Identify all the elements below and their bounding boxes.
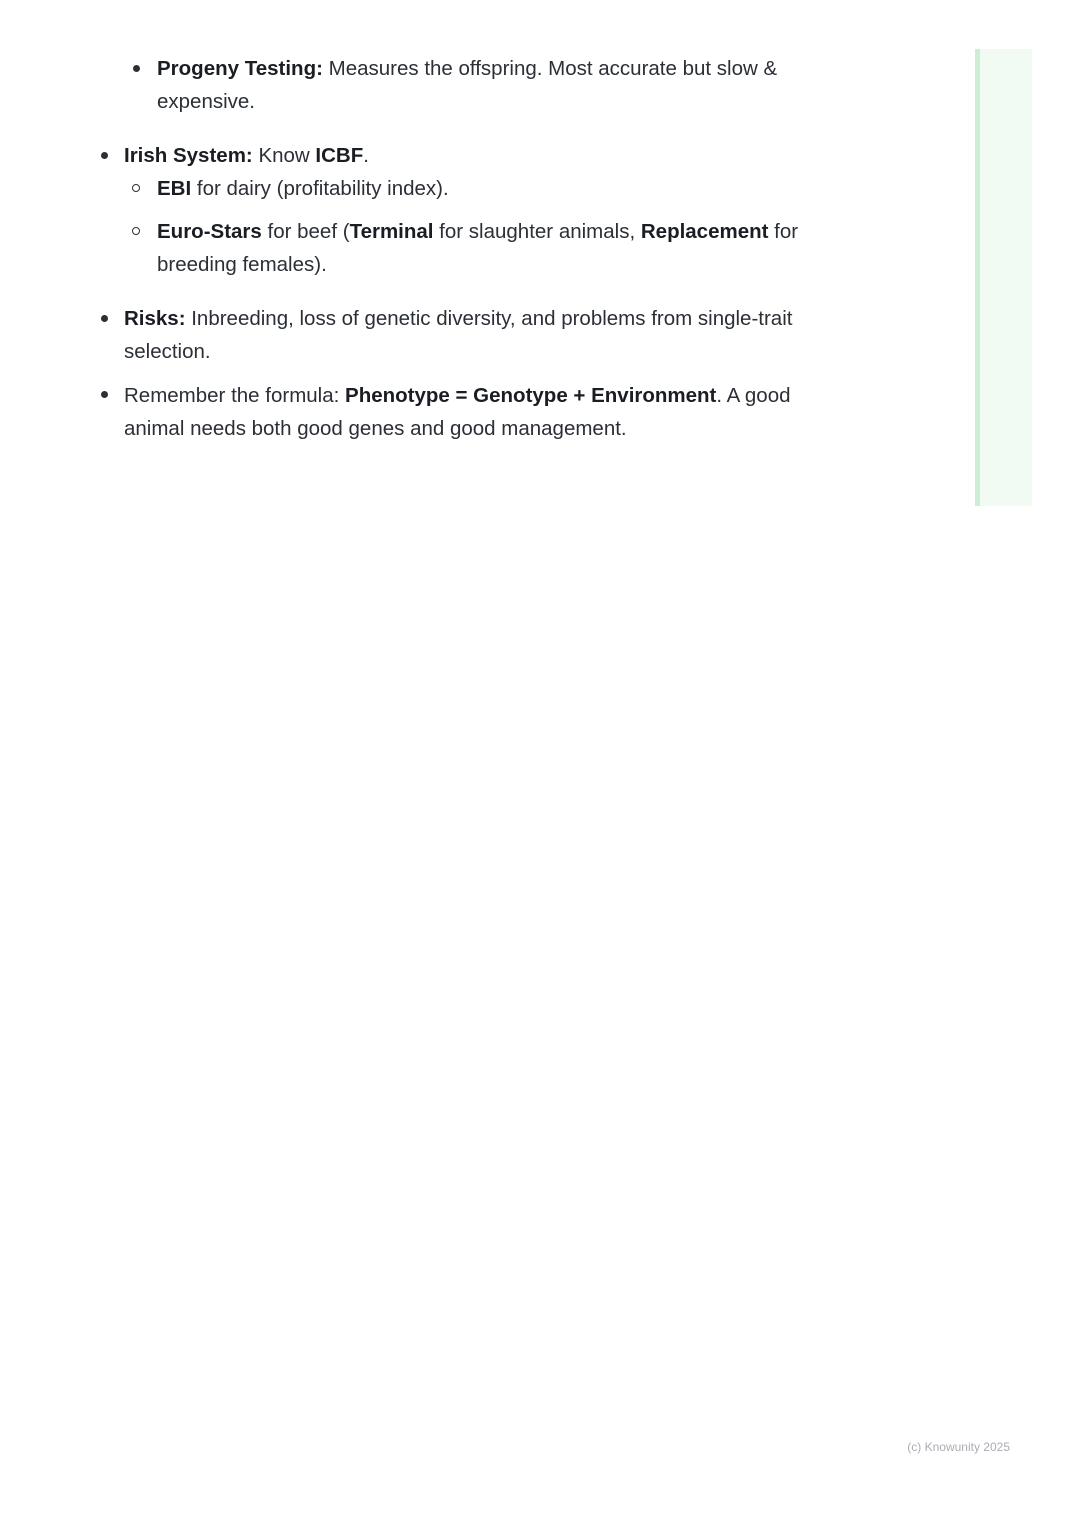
irish-text: Know [252,144,316,167]
bullet-circle [132,227,140,235]
bullet-disc [133,65,140,72]
list-item-euro-stars [157,215,798,281]
terminal-text: Terminal [349,220,434,243]
risks-text: Inbreeding, loss of genetic diversity, and problems from single-trait [185,307,793,330]
formula-text-2: . A good [716,384,791,407]
list-item-formula [124,379,791,445]
eurostars-text-1: for beef ( [261,220,350,243]
bullet-disc [101,152,108,159]
eurostars-line-1 [157,215,798,248]
irish-period: . [363,144,369,167]
risks-line-2: selection. [124,340,211,363]
eurostars-text-2: for slaughter animals, [433,220,641,243]
bullet-disc [101,315,108,322]
risks-label: Risks: [124,307,186,330]
replacement-text: Replacement [640,220,769,243]
risks-line-1 [124,302,792,335]
list-item-risks [124,302,792,368]
list-item-progeny-testing [157,52,777,118]
formula-line-1 [124,379,791,412]
list-item-irish-system [124,139,369,172]
formula-text-1: Remember the formula: [124,384,346,407]
irish-label: Irish System: [124,144,253,167]
copyright-footer: (c) Knowunity 2025 [907,1440,1010,1454]
eurostars-line-2: breeding females). [157,253,327,276]
icbf-text: ICBF [315,144,364,167]
ebi-text: for dairy (profitability index). [191,177,449,200]
progeny-text: Measures the offspring. Most accurate but slow & [322,57,778,80]
eurostars-label: Euro-Stars [157,220,262,243]
progeny-line-2: expensive. [157,90,256,113]
bullet-circle [132,184,140,192]
ebi-label: EBI [157,177,192,200]
formula-line-2: animal needs both good genes and good management. [124,417,627,440]
progeny-line-1 [157,52,777,85]
bullet-disc [101,391,108,398]
progeny-label: Progeny Testing: [157,57,323,80]
side-highlight-panel [975,49,1032,506]
eurostars-text-3: for [768,220,799,243]
formula-bold: Phenotype = Genotype + Environment [345,384,717,407]
list-item-ebi [157,172,449,205]
